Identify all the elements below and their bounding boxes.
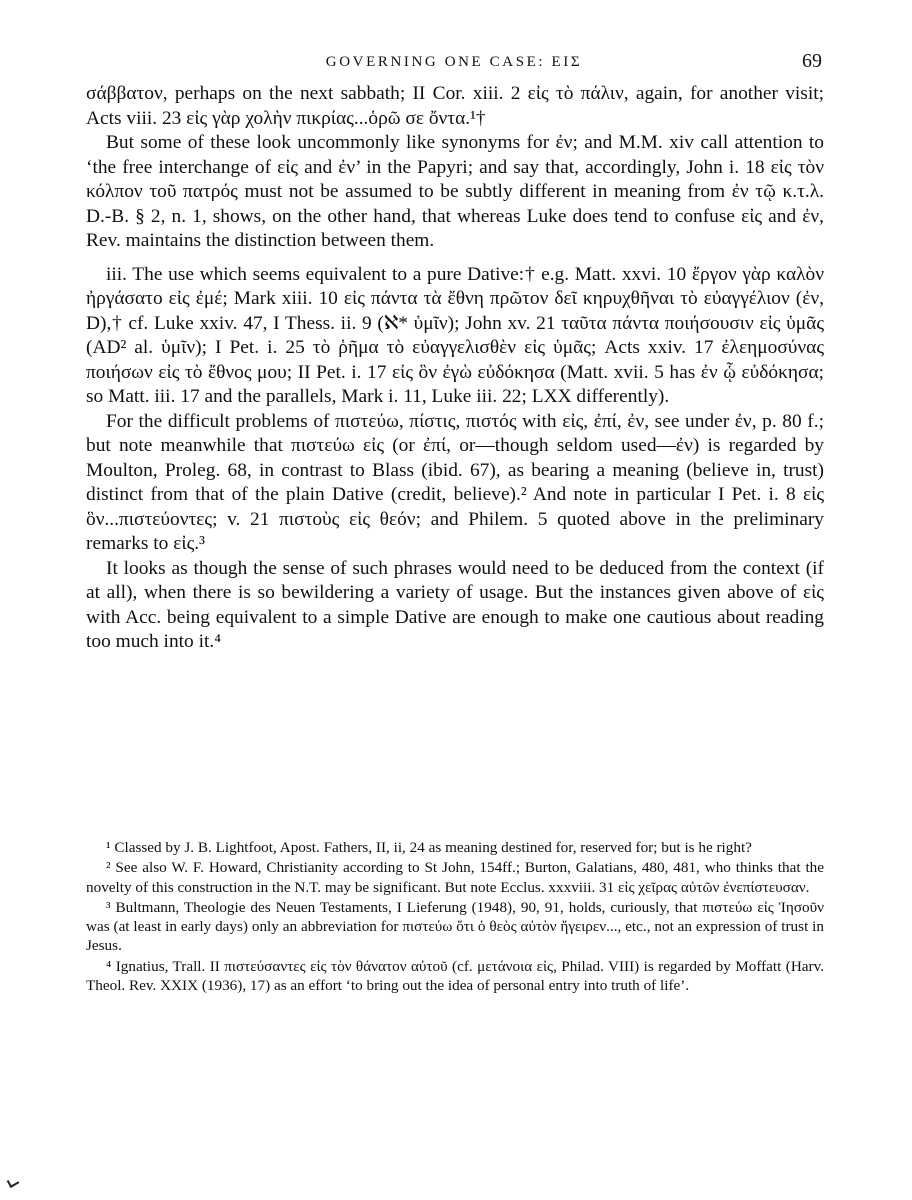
running-head-title: GOVERNING ONE CASE: ΕΙΣ <box>325 54 583 70</box>
running-head <box>86 50 822 76</box>
scan-corner-mark <box>7 1176 20 1188</box>
page-number: 69 <box>802 50 822 72</box>
footnote-1: ¹ Classed by J. B. Lightfoot, Apost. Fathers, II, ii, 24 as meaning destined for, reserved for; but is he right? <box>106 839 752 856</box>
footnote-4: ⁴ Ignatius, Trall. II πιστεύσαντες εἰς τὸν θάνατον αὐτοῦ (cf. μετάνοια εἰς, Philad. VIII) is regarded by Moffatt (Harv. Theol. Rev. XXIX (1936), 17) as an effort ‘to bring out the idea of personal entry into truth of life’. <box>86 957 824 995</box>
footnote-2: ² See also W. F. Howard, Christianity according to St John, 154ff.; Burton, Galatians, 480, 481, who thinks that the novelty of this construction in the N.T. may be significant. But note Ecclus. xxxviii. 31 εἰς χεῖρας αὐτῶν ἐνεπίστευσαν. <box>86 859 824 896</box>
footnote-3: ³ Bultmann, Theologie des Neuen Testaments, I Lieferung (1948), 90, 91, holds, curiously, that πιστεύω εἰς Ἰησοῦν was (at least in early days) only an abbreviation for πιστεύω ὅτι ὁ θεὸς αὐτὸν ἤγειρεν..., etc., not an expression of trust in Jesus. <box>86 898 824 955</box>
main-text <box>86 82 824 655</box>
paragraph-1: σάββατον, perhaps on the next sabbath; II Cor. xiii. 2 εἰς τὸ πάλιν, again, for another visit; Acts viii. 23 εἰς γὰρ χολὴν πικρίας...ὁρῶ σε ὄντα.¹† <box>86 83 824 129</box>
paragraph-3: iii. The use which seems equivalent to a pure Dative:† e.g. Matt. xxvi. 10 ἔργον γὰρ καλὸν ἠργάσατο εἰς ἐμέ; Mark xiii. 10 εἰς πάντα τὰ ἔθνη πρῶτον δεῖ κηρυχθῆναι τὸ εὐαγγέλιον (ἐν, D),† cf. Luke xxiv. 47, I Thess. ii. 9 (ℵ* ὑμῖν); John xv. 21 ταῦτα πάντα ποιήσουσιν εἰς ὑμᾶς (AD² al. ὑμῖν); I Pet. i. 25 τὸ ῥῆμα τὸ εὐαγγελισθὲν εἰς ὑμᾶς; Acts xxiv. 17 ἐλεημοσύνας ποιήσων εἰς τὸ ἔθνος μου; II Pet. i. 17 εἰς ὃν ἐγὼ εὐδόκησα (Matt. xvii. 5 has ἐν ᾧ εὐδόκησα; so Matt. iii. 17 and the parallels, Mark i. 11, Luke iii. 22; LXX differently). <box>86 263 824 407</box>
paragraph-2: But some of these look uncommonly like synonyms for ἐν; and M.M. xiv call attention to ‘the free interchange of εἰς and ἐν’ in the Papyri; and say that, accordingly, John i. 18 εἰς τὸν κόλπον τοῦ πατρός must not be assumed to be subtly different in meaning from ἐν τῷ κ.τ.λ. D.-B. § 2, n. 1, shows, on the other hand, that whereas Luke does tend to confuse εἰς and ἐν, Rev. maintains the distinction between them. <box>86 132 824 251</box>
footnotes <box>86 838 824 995</box>
paragraph-4: For the difficult problems of πιστεύω, πίστις, πιστός with εἰς, ἐπί, ἐν, see under ἐν, p. 80 f.; but note meanwhile that πιστεύω εἰς (or ἐπί, or—though seldom used—ἐν) is regarded by Moulton, Proleg. 68, in contrast to Blass (ibid. 67), as bearing a meaning (believe in, trust) distinct from that of the plain Dative (credit, believe).² And note in particular I Pet. i. 8 εἰς ὃν...πιστεύοντες; v. 21 πιστοὺς εἰς θεόν; and Philem. 5 quoted above in the preliminary remarks to εἰς.³ <box>86 410 824 554</box>
paragraph-5: It looks as though the sense of such phrases would need to be deduced from the context (if at all), when there is so bewildering a variety of usage. But the instances given above of εἰς with Acc. being equivalent to a simple Dative are enough to make one cautious about reading too much into it.⁴ <box>86 557 824 652</box>
